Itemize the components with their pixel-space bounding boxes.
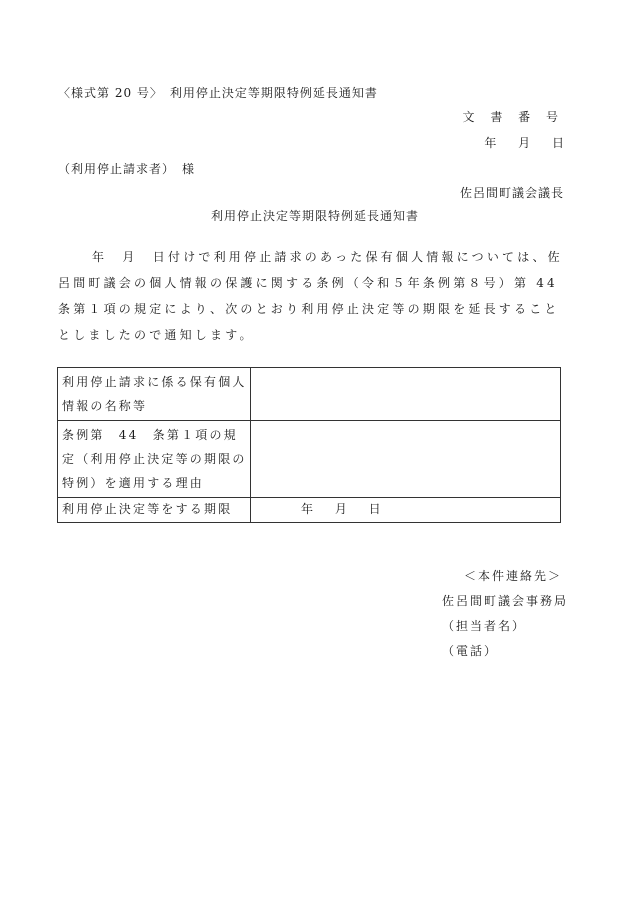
sender-line: 佐呂間町議会議長 xyxy=(459,186,564,200)
document-title: 利用停止決定等期限特例延長通知書 xyxy=(210,209,419,223)
deadline-date-value[interactable]: 年 月 日 xyxy=(251,498,561,523)
table-row-value[interactable] xyxy=(251,368,561,421)
contact-person: （担当者名） xyxy=(442,619,527,633)
table-row xyxy=(58,368,561,421)
contact-phone: （電話） xyxy=(442,644,499,658)
table-row-value[interactable] xyxy=(251,421,561,498)
notice-details-table xyxy=(57,367,561,523)
table-row xyxy=(58,421,561,498)
contact-office: 佐呂間町議会事務局 xyxy=(442,594,569,608)
contact-heading: ＜本件連絡先＞ xyxy=(464,569,563,583)
table-row-label: 条例第 44 条第１項の規定（利用停止決定等の期限の特例）を適用する理由 xyxy=(58,421,251,498)
document-number-label: 文 書 番 号 xyxy=(462,110,564,124)
form-number-label: 〈様式第 20 号〉 利用停止決定等期限特例延長通知書 xyxy=(58,86,378,100)
table-row-label: 利用停止決定等をする期限 xyxy=(58,498,251,523)
notice-body-text: 年 月 日付けで利用停止請求のあった保有個人情報については、佐呂間町議会の個人情報の保護に関する条例（令和５年条例第８号）第 44 条第１項の規定により、次のとおり利用停止決定等の期限を延長することとしましたので通知します。 xyxy=(58,250,563,342)
issue-date-line: 年 月 日 xyxy=(484,136,564,150)
recipient-line: （利用停止請求者） 様 xyxy=(58,162,196,176)
table-row-label: 利用停止請求に係る保有個人情報の名称等 xyxy=(58,368,251,421)
table-row xyxy=(58,498,561,523)
